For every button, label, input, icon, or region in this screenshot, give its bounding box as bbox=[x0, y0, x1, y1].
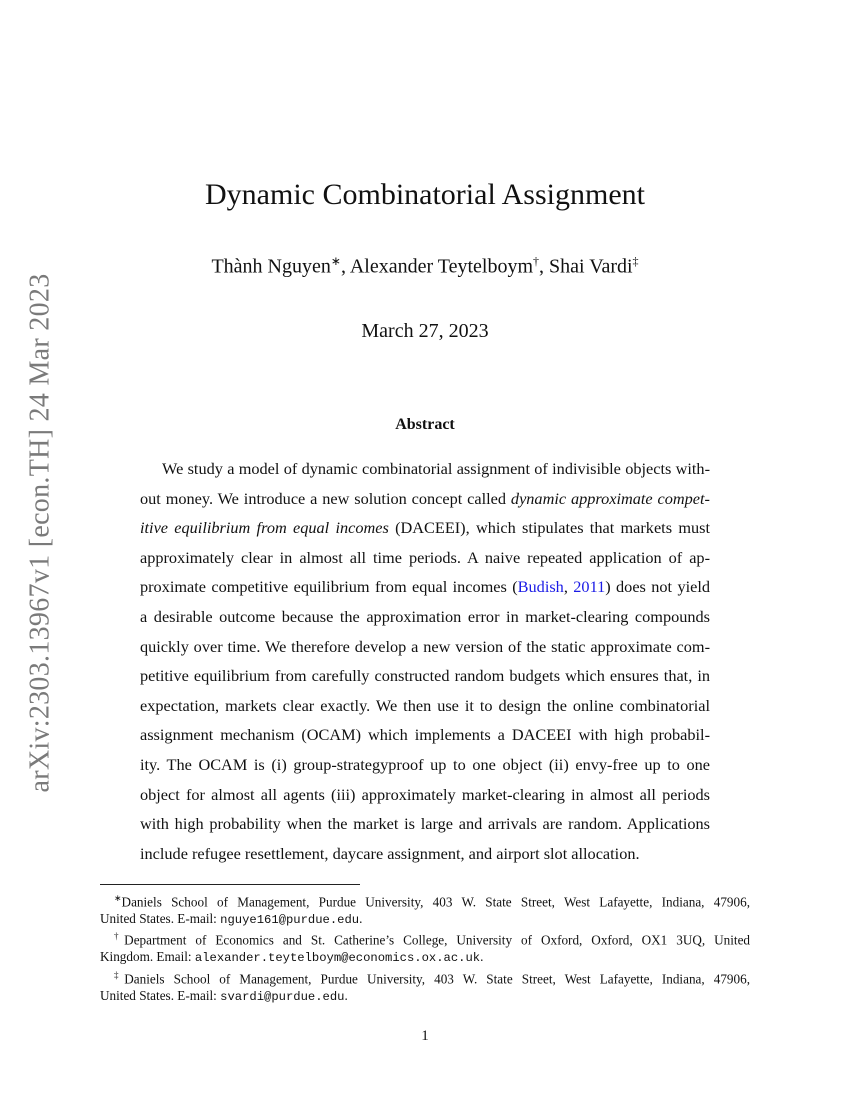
footnotes bbox=[100, 890, 750, 1005]
footnote-line: Kingdom. Email: alexander.teytelboym@economics.ox.ac.uk. bbox=[100, 949, 484, 966]
arxiv-stamp-text: arXiv:2303.13967v1 [econ.TH] 24 Mar 2023 bbox=[24, 273, 56, 793]
author-footnote-mark: ‡ bbox=[632, 254, 639, 268]
abstract-body bbox=[140, 454, 710, 868]
footnote-mark: † bbox=[114, 931, 125, 942]
abstract-line: itive equilibrium from equal incomes (DACEEI), which stipulates that markets must bbox=[140, 518, 710, 538]
author-name: Thành Nguyen bbox=[211, 255, 331, 278]
footnote-line: United States. E-mail: svardi@purdue.edu. bbox=[100, 987, 348, 1004]
author-footnote-mark: † bbox=[533, 254, 540, 268]
abstract-line: assignment mechanism (OCAM) which implements a DACEEI with high probabil- bbox=[140, 725, 710, 745]
citation-link[interactable]: 2011 bbox=[573, 577, 606, 597]
footnote bbox=[100, 890, 750, 928]
footnote-mark: ‡ bbox=[114, 969, 125, 980]
arxiv-stamp bbox=[20, 268, 60, 798]
author-name: Alexander Teytelboym bbox=[349, 255, 534, 278]
footnote-email[interactable]: nguye161@purdue.edu bbox=[220, 912, 360, 927]
abstract-line: petitive equilibrium from carefully constructed random budgets which ensures that, in bbox=[140, 666, 710, 686]
footnote bbox=[100, 967, 750, 1005]
abstract-line: include refugee resettlement, daycare assignment, and airport slot allocation. bbox=[140, 843, 640, 863]
abstract-line: with high probability when the market is large and arrivals are random. Applications bbox=[140, 814, 710, 834]
abstract-line: approximately clear in almost all time periods. A naive repeated application of ap- bbox=[140, 547, 710, 567]
abstract-line: We study a model of dynamic combinatorial assignment of indivisible objects with- bbox=[162, 459, 710, 478]
paper-title: Dynamic Combinatorial Assignment bbox=[205, 178, 645, 211]
citation-link[interactable]: Budish bbox=[517, 577, 564, 597]
footnote-rule bbox=[100, 884, 360, 885]
abstract-line: expectation, markets clear exactly. We then use it to design the online combinatorial bbox=[140, 695, 710, 715]
page-number: 1 bbox=[421, 1028, 429, 1044]
footnote-email[interactable]: svardi@purdue.edu bbox=[220, 989, 345, 1004]
abstract-line: quickly over time. We therefore develop a new version of the static approximate com- bbox=[140, 636, 710, 656]
abstract-line: out money. We introduce a new solution concept called dynamic approximate compet- bbox=[140, 488, 710, 508]
abstract-heading: Abstract bbox=[395, 416, 455, 433]
emphasized-term: itive equilibrium from equal incomes bbox=[140, 518, 389, 538]
author-separator: , bbox=[340, 255, 350, 278]
footnote bbox=[100, 928, 750, 966]
abstract-line: ity. The OCAM is (i) group-strategyproof up to one object (ii) envy-free up to one bbox=[140, 754, 710, 774]
author-list bbox=[0, 254, 850, 279]
author-separator: , bbox=[539, 255, 550, 278]
author-name: Shai Vardi bbox=[549, 255, 633, 278]
paper-date: March 27, 2023 bbox=[361, 320, 489, 342]
abstract-line: proximate competitive equilibrium from equal incomes (Budish, 2011) does not yield bbox=[140, 577, 710, 597]
abstract-line: object for almost all agents (iii) approximately market-clearing in almost all periods bbox=[140, 784, 710, 804]
footnote-line: United States. E-mail: nguye161@purdue.edu. bbox=[100, 910, 363, 927]
footnote-email[interactable]: alexander.teytelboym@economics.ox.ac.uk bbox=[194, 951, 481, 966]
footnote-line: ∗Daniels School of Management, Purdue University, 403 W. State Street, West Lafayette, Indiana, 47906, bbox=[114, 893, 750, 910]
footnote-line: ‡Daniels School of Management, Purdue University, 403 W. State Street, West Lafayette, Indiana, 47906, bbox=[114, 969, 751, 987]
author-footnote-mark: ∗ bbox=[330, 254, 341, 268]
abstract-line: a desirable outcome because the approximation error in market-clearing compounds bbox=[140, 606, 710, 626]
footnote-line: †Department of Economics and St. Catherine’s College, University of Oxford, Oxford, OX1 3UQ, United bbox=[114, 931, 751, 948]
footnote-mark: ∗ bbox=[114, 893, 122, 903]
emphasized-term: dynamic approximate compet- bbox=[510, 488, 710, 508]
